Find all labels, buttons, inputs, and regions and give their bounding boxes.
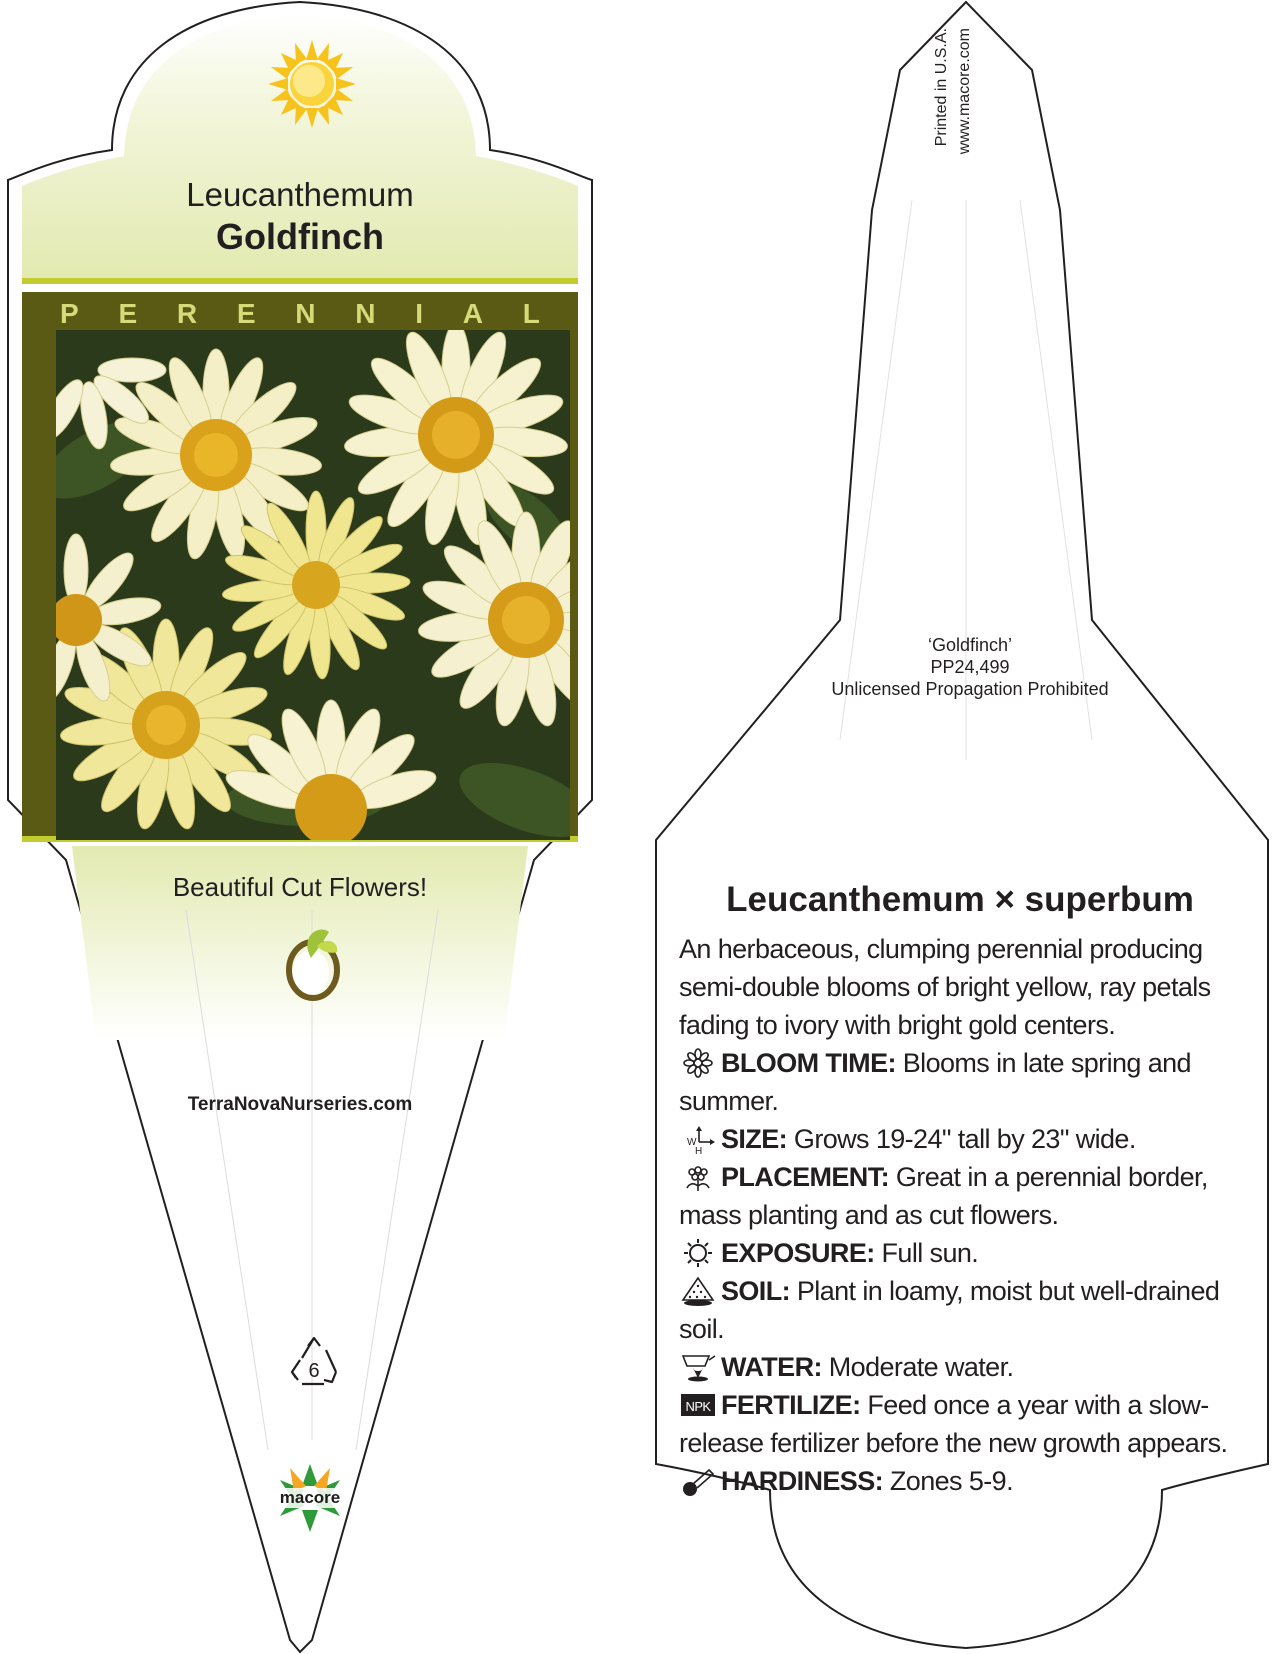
print-info bbox=[930, 28, 973, 218]
care-text: Feed once a year with a slow-release fertilizer before the new growth appears. bbox=[679, 1390, 1228, 1458]
patent-number: PP24,499 bbox=[930, 657, 1010, 677]
care-text: Plant in loamy, moist but well-drained soil. bbox=[679, 1276, 1220, 1344]
care-label: WATER: bbox=[721, 1352, 822, 1382]
plant-description: An herbaceous, clumping perennial producing semi-double blooms of bright yellow, ray petals fading to ivory with bright gold centers. bbox=[679, 934, 1211, 1040]
care-row-water bbox=[679, 1348, 1249, 1386]
recycle-icon bbox=[286, 1336, 342, 1392]
category-letter: A bbox=[462, 298, 484, 329]
care-row-size bbox=[679, 1120, 1249, 1158]
cultivar-title: Goldfinch bbox=[216, 216, 384, 257]
care-text: Zones 5-9. bbox=[883, 1466, 1013, 1496]
printer-url[interactable]: www.macore.com bbox=[956, 28, 973, 155]
care-row-fertilize bbox=[679, 1386, 1249, 1462]
care-row-hardiness bbox=[679, 1462, 1249, 1500]
svg-text:W: W bbox=[687, 1137, 696, 1148]
care-label: PLACEMENT: bbox=[721, 1162, 889, 1192]
care-text: Grows 19-24" tall by 23" wide. bbox=[787, 1124, 1136, 1154]
care-row-soil bbox=[679, 1272, 1249, 1348]
size-arrows-icon bbox=[679, 1124, 717, 1154]
plant-genus-title: Leucanthemum bbox=[186, 176, 414, 213]
care-text: Moderate water. bbox=[821, 1352, 1014, 1382]
care-label: BLOOM TIME: bbox=[721, 1048, 896, 1078]
care-row-exposure bbox=[679, 1234, 1249, 1272]
npk-icon bbox=[679, 1390, 717, 1420]
care-label: EXPOSURE: bbox=[721, 1238, 875, 1268]
care-label: FERTILIZE: bbox=[721, 1390, 861, 1420]
sun-logo-icon bbox=[268, 40, 356, 128]
svg-text:H: H bbox=[695, 1146, 702, 1154]
brand-name: macore bbox=[279, 1488, 341, 1507]
lime-stripe-top bbox=[22, 278, 578, 284]
flower-photo bbox=[56, 330, 570, 840]
cultivar-quote: ‘Goldfinch’ bbox=[927, 635, 1013, 655]
category-banner bbox=[20, 298, 580, 330]
botanical-name: Leucanthemum × superbum bbox=[726, 880, 1194, 919]
patent-block bbox=[780, 634, 1160, 700]
category-letter: N bbox=[295, 298, 316, 329]
care-text: Full sun. bbox=[874, 1238, 979, 1268]
care-row-bloom bbox=[679, 1044, 1249, 1120]
svg-text:NPK: NPK bbox=[685, 1399, 711, 1414]
propagation-notice: Unlicensed Propagation Prohibited bbox=[831, 679, 1109, 699]
category-letter: R bbox=[176, 298, 198, 329]
flower-icon bbox=[679, 1048, 717, 1078]
category-letter: E bbox=[118, 298, 138, 329]
care-text: Great in a perennial border, mass planting and as cut flowers. bbox=[679, 1162, 1208, 1230]
care-instructions bbox=[679, 930, 1249, 1500]
category-letter: I bbox=[415, 298, 424, 329]
recycle-number: 6 bbox=[308, 1360, 320, 1382]
website-link[interactable]: TerraNovaNurseries.com bbox=[187, 1094, 413, 1115]
care-label: SOIL: bbox=[721, 1276, 790, 1306]
care-label: SIZE: bbox=[721, 1124, 788, 1154]
category-letter: N bbox=[355, 298, 376, 329]
tagline: Beautiful Cut Flowers! bbox=[172, 872, 428, 902]
placement-icon bbox=[679, 1162, 717, 1192]
soil-icon bbox=[679, 1276, 717, 1306]
category-letter: E bbox=[236, 298, 256, 329]
sun-icon bbox=[679, 1238, 717, 1268]
category-letter: P bbox=[60, 298, 79, 329]
care-label: HARDINESS: bbox=[721, 1466, 884, 1496]
care-row-placement bbox=[679, 1158, 1249, 1234]
category-letter: L bbox=[522, 298, 540, 329]
thermometer-icon bbox=[679, 1466, 717, 1496]
care-text: Blooms in late spring and summer. bbox=[679, 1048, 1191, 1116]
watering-can-icon bbox=[679, 1352, 717, 1382]
printed-in: Printed in U.S.A. bbox=[933, 28, 950, 147]
